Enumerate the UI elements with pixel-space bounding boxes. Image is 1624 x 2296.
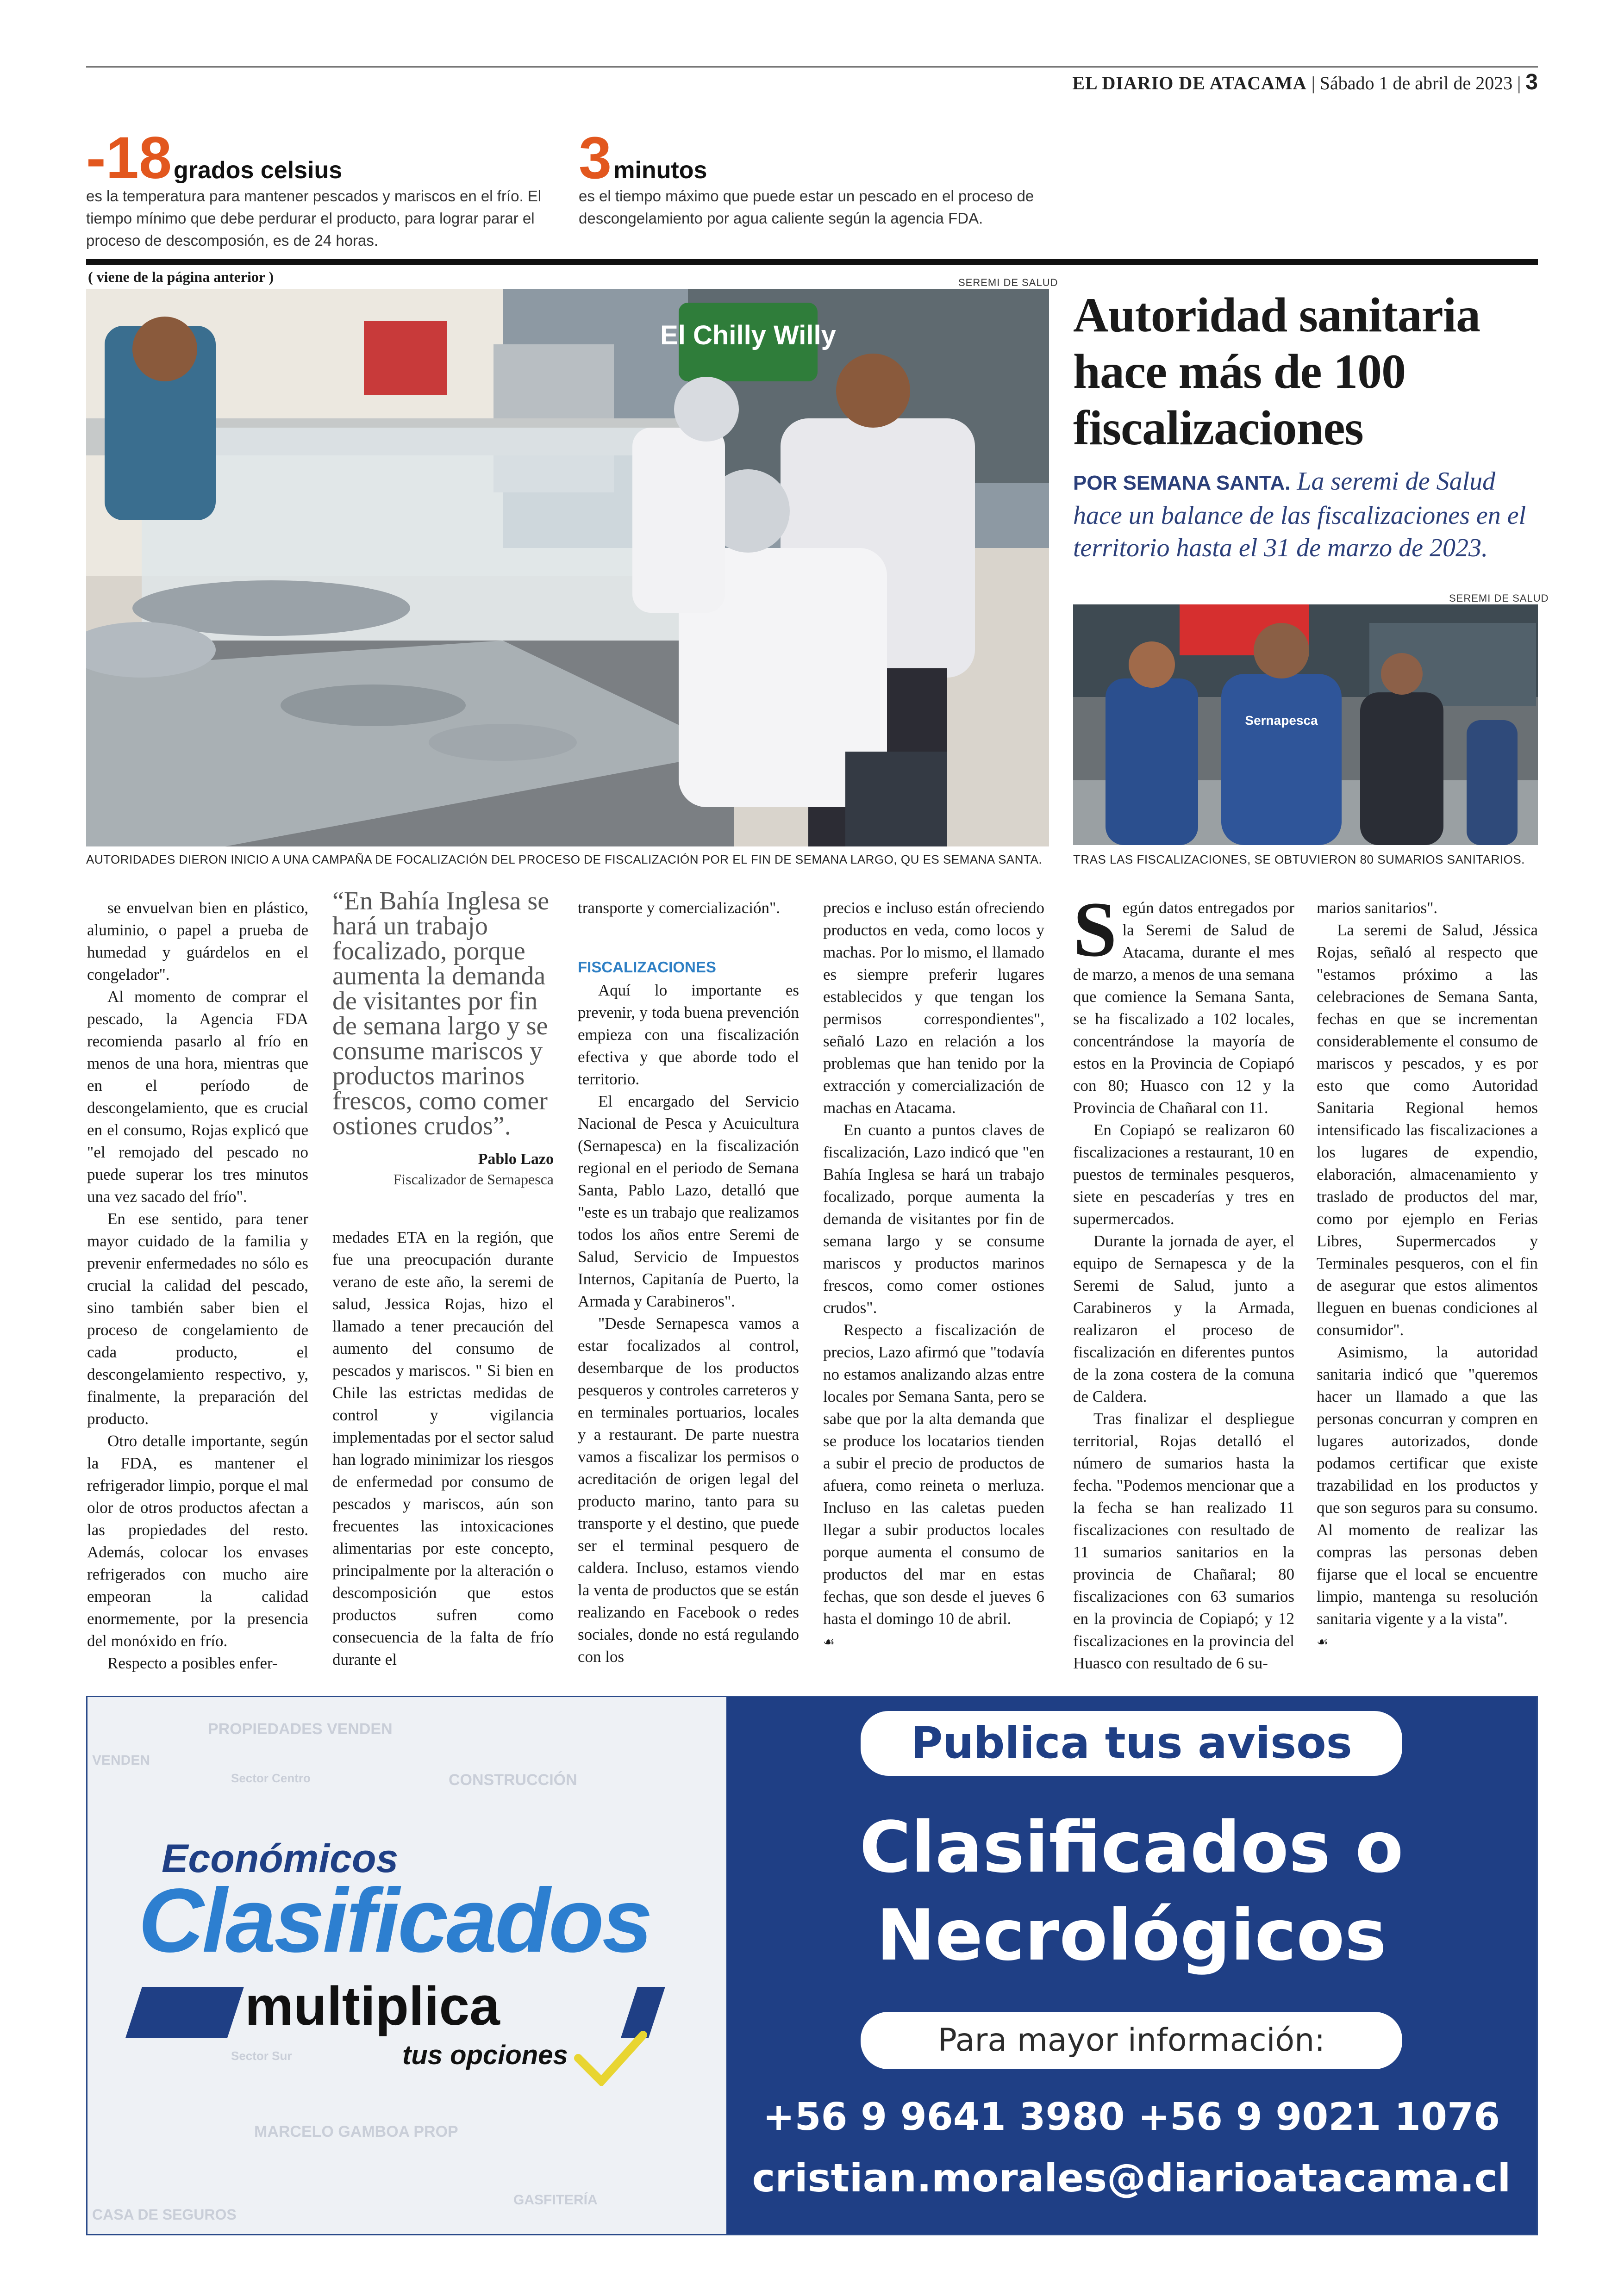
drop-cap: S: [1073, 886, 1117, 973]
body-column-3: [578, 897, 799, 1668]
bg-classified-word: CONSTRUCCIÓN: [449, 1771, 577, 1789]
pull-quote-author: Pablo Lazo: [478, 1151, 554, 1168]
body-column-5: [1073, 886, 1294, 1674]
pull-quote-role: Fiscalizador de Sernapesca: [393, 1171, 554, 1188]
photo-credit: SEREMI DE SALUD: [958, 277, 1058, 288]
sernapesca-officers-image: [1073, 604, 1538, 845]
vest-text: Sernapesca: [1245, 713, 1318, 728]
side-photo-caption: TRAS LAS FISCALIZACIONES, SE OBTUVIERON 80 SUMARIOS SANITARIOS.: [1073, 852, 1525, 866]
issue-date: Sábado 1 de abril de 2023: [1319, 73, 1513, 93]
paragraph: Tras finalizar el despliegue territorial, Rojas detalló el número de sumarios hasta la fecha. "Podemos mencionar que a la fecha se han realizado 11 fiscalizaciones con resultado de 11 sumarios sanitarios en la provincia de Chañaral; 80 fiscalizaciones con 63 sumarios en la provincia de Copiapó; y 12 fiscalizaciones en la provincia del Huasco con resultado de 6 su-: [1073, 1410, 1294, 1672]
paragraph: Asimismo, la autoridad sanitaria indicó que "queremos hacer un llamado a que las personas concurran y compren en lugares autorizados, donde podamos certificar que existe trazabilidad en los productos y que son seguros para su consumo. Al momento de realizar las compras las personas deben fijarse que el local se encuentre limpio, mantenga su resolución sanitaria vigente y a la vista".: [1317, 1343, 1538, 1628]
bg-classified-word: CASA DE SEGUROS: [92, 2206, 237, 2223]
ad-info-pill: Para mayor información:: [861, 2012, 1402, 2069]
paragraph: "Desde Sernapesca vamos a estar focalizados al control, desembarque de los productos pesqueros y controles carreteros y en terminales portuarios, locales y a restaurant. De parte nuestra vamos a fiscalizar los permisos o acreditación de origen legal del producto marino, tanto para su transporte y el destino, que puede ser el terminal pesquero de caldera. Incluso, estamos viendo la venta de productos que se están realizando en Facebook o redes sociales, donde no está regulando con los: [578, 1314, 799, 1666]
pull-quote-text: “En Bahía Inglesa se hará un trabajo focalizado, porque aumenta la demanda de visitantes por fin de semana largo y se consume mariscos y productos marinos frescos, como comer ostiones crudos”.: [332, 887, 550, 1140]
ad-big-line-2: Necrológicos: [876, 1894, 1387, 1976]
body-column-1: [87, 897, 308, 1674]
ad-header-pill: Publica tus avisos: [861, 1711, 1402, 1776]
stat-number: -18: [86, 125, 172, 191]
ad-right-panel: [726, 1697, 1537, 2234]
fish-market-inspection-image: [86, 289, 1049, 846]
paragraph: Aquí lo importante es prevenir, y toda buena prevención empieza con una fiscalización efectiva y que aborde todo el territorio.: [578, 981, 799, 1088]
paragraph: La seremi de Salud, Jéssica Rojas, señaló al respecto que "estamos próximo a las celebraciones de Semana Santa, fechas en que se incrementan considerablemente el consumo de mariscos y pescados, y es por esto que como Autoridad Sanitaria Regional hemos intensificado las fiscalizaciones a los lugares de expendio, elaboración, almacenamiento y traslado de productos del mar, como por ejemplo en Ferias Libres, Supermercados y Terminales pesqueros, con el fin de asegurar que estos alimentos lleguen en buenas condiciones al consumidor".: [1317, 921, 1538, 1339]
classifieds-ad[interactable]: [86, 1696, 1538, 2235]
end-mark: ☙: [823, 1635, 835, 1649]
main-photo-caption: AUTORIDADES DIERON INICIO A UNA CAMPAÑA DE FOCALIZACIÓN DEL PROCESO DE FISCALIZACIÓN POR EL FIN DE SEMANA LARGO, QU ES SEMANA SANTA.: [86, 852, 1043, 866]
paragraph: Durante la jornada de ayer, el equipo de Sernapesca y de la Seremi de Salud, junto a Carabineros y la Armada, realizaron el proceso de fiscalización en diferentes puntos de la zona costera de la comuna de Caldera.: [1073, 1232, 1294, 1406]
paragraph: En cuanto a puntos claves de fiscalización, Lazo indicó que "en Bahía Inglesa se hará un trabajo focalizado, porque aumenta la demanda de visitantes por fin de semana largo y se consume mariscos y productos marinos frescos, como comer ostiones crudos".: [823, 1121, 1044, 1317]
bg-classified-word: GASFITERÍA: [513, 2192, 598, 2208]
paragraph: Respecto a fiscalización de precios, Lazo afirmó que "todavía no estamos analizando alzas entre locales por Semana Santa, pero se sabe que por la alta demanda que se produce los locatarios tienden a subir el precio de productos de afuera, como reineta o merluza. Incluso en las caletas pueden llegar a subir productos locales porque aumenta el consumo de productos del mar en estas fechas, que son desde el jueves 6 hasta el domingo 10 de abril.: [823, 1321, 1044, 1628]
main-photo: [86, 289, 1049, 846]
bg-classified-word: Sector Centro: [231, 1771, 311, 1785]
paragraph: se envuelvan bien en plástico, aluminio, o papel a prueba de humedad y guárdelos en el congelador".: [87, 899, 308, 983]
ad-logo-multiplica: multiplica: [245, 1976, 500, 2037]
paragraph: marios sanitarios".: [1317, 899, 1438, 917]
stat-text: es la temperatura para mantener pescados y mariscos en el frío. El tiempo mínimo que debe perdurar el producto, para lograr parar el proceso de descomposión, es de 24 horas.: [86, 187, 542, 249]
checkmark-icon: [574, 2030, 648, 2086]
page-number: 3: [1525, 70, 1538, 94]
masthead: EL DIARIO DE ATACAMA | Sábado 1 de abril de 2023 | 3: [1072, 70, 1538, 94]
bg-classified-word: VENDEN: [92, 1753, 150, 1768]
paragraph: Al momento de comprar el pescado, la Agencia FDA recomienda pasarlo al frío en menos de una hora, mientras que en el período de descongelamiento, que es crucial en el consumo, Rojas explicó que "el remojado del pescado no puede superar los tres minutos una vez sacado del frío".: [87, 988, 308, 1206]
continued-from-label: ( viene de la página anterior ): [88, 268, 274, 285]
paragraph: medades ETA en la región, que fue una preocupación durante verano de este año, la seremi de salud, Jessica Rojas, hizo el llamado a tener precaución del aumento del consumo de pescados y mariscos. " Si bien en Chile las estrictas medidas de control y vigilancia implementadas por el sector salud han logrado minimizar los riesgos de enfermedad por consumo de pescados y mariscos, aún son frecuentes las intoxicaciones alimentarias por este concepto, principalmente por la alteración o descomposición que estos productos sufren como consecuencia de la falta de frío durante el: [332, 1228, 554, 1668]
deck: [1073, 465, 1536, 564]
paper-name: EL DIARIO DE ATACAMA: [1072, 73, 1307, 93]
ad-logo-big: Clasificados: [138, 1870, 651, 1971]
paragraph: El encargado del Servicio Nacional de Pesca y Acuicultura (Sernapesca) en la fiscalización regional en el periodo de Semana Santa, Pablo Lazo, detalló que "este es un trabajo que realizamos todos los años entre Seremi de Salud, Servicio de Impuestos Internos, Capitanía de Puerto, la Armada y Carabineros".: [578, 1092, 799, 1310]
shop-sign: El Chilly Willy: [660, 320, 836, 350]
ad-logo-tagline: tus opciones: [402, 2040, 568, 2070]
ad-big-line-1: Clasificados o: [859, 1806, 1404, 1888]
ad-logo-small: Económicos: [162, 1836, 399, 1881]
paragraph: precios e incluso están ofreciendo productos en veda, como locos y machas. Por lo mismo, el llamado es siempre preferir lugares establecidos y que tengan los permisos correspondientes", señaló Lazo en relación a los problemas que han tenido por la extracción y comercialización de machas en Atacama.: [823, 899, 1044, 1117]
subheading: FISCALIZACIONES: [578, 958, 716, 976]
body-column-2: [332, 1226, 554, 1671]
side-photo: [1073, 604, 1538, 845]
paragraph: Respecto a posibles enfer-: [107, 1654, 278, 1672]
paragraph-text: egún datos entregados por la Seremi de Salud de Atacama, durante el mes de marzo, a menos de una semana que comience la Semana Santa, se ha fiscalizado a 102 locales, concentrándose la mayoría de estos en la Provincia de Copiapó con 80; Huasco con 12 y la Provincia de Chañaral con 11.: [1073, 899, 1294, 1117]
stat-unit: grados celsius: [174, 157, 343, 184]
bg-classified-word: Sector Sur: [231, 2049, 292, 2063]
paragraph: En Copiapó se realizaron 60 fiscalizaciones a restaurant, 10 en puestos de terminales pesqueros, siete en pescaderías y tres en supermercados.: [1073, 1121, 1294, 1228]
ad-phone-numbers[interactable]: +56 9 9641 3980 +56 9 9021 1076: [762, 2095, 1500, 2139]
pull-quote: [332, 889, 554, 1188]
stat-box-minutes: [579, 125, 1042, 230]
bg-classified-word: PROPIEDADES VENDEN: [208, 1720, 393, 1738]
body-column-6: [1317, 897, 1538, 1653]
stat-box-temperature: [86, 125, 544, 252]
top-rule: [86, 66, 1538, 68]
headline: Autoridad sanitaria hace más de 100 fiscalizaciones: [1073, 288, 1480, 455]
end-mark: ☙: [1317, 1635, 1329, 1649]
stat-text: es el tiempo máximo que puede estar un pescado en el proceso de descongelamiento por agua caliente según la agencia FDA.: [579, 187, 1034, 227]
section-rule: [86, 259, 1538, 265]
ad-logo-bar-left: [125, 1987, 244, 2038]
paragraph: En ese sentido, para tener mayor cuidado de la familia y prevenir enfermedades no sólo es crucial la calidad del pescado, sino también saber bien el proceso de congelamiento de cada producto, el descongelamiento respectivo, y, finalmente, la preparación del producto.: [87, 1210, 308, 1428]
body-column-4: [823, 897, 1044, 1653]
stat-number: 3: [579, 125, 612, 191]
paragraph-dropcap: [1073, 886, 1294, 1119]
side-photo-credit: SEREMI DE SALUD: [1449, 592, 1549, 604]
bg-classified-word: MARCELO GAMBOA PROP: [254, 2123, 458, 2140]
stat-unit: minutos: [613, 157, 707, 184]
deck-text: La seremi de Salud hace un balance de las fiscalizaciones en el territorio hasta el 31 de marzo de 2023.: [1073, 467, 1526, 562]
paragraph: transporte y comercialización".: [578, 899, 781, 917]
ad-email[interactable]: cristian.morales@diarioatacama.cl: [752, 2155, 1511, 2201]
paragraph: Otro detalle importante, según la FDA, es mantener el refrigerador limpio, porque el mal olor de otros productos afectan a las propiedades del resto. Además, colocar los envases refrigerados con mucho aire empeoran la calidad enormemente, por la presencia del monóxido en frío.: [87, 1432, 308, 1650]
kicker: POR SEMANA SANTA.: [1073, 472, 1291, 494]
ad-left-panel: [87, 1697, 726, 2234]
